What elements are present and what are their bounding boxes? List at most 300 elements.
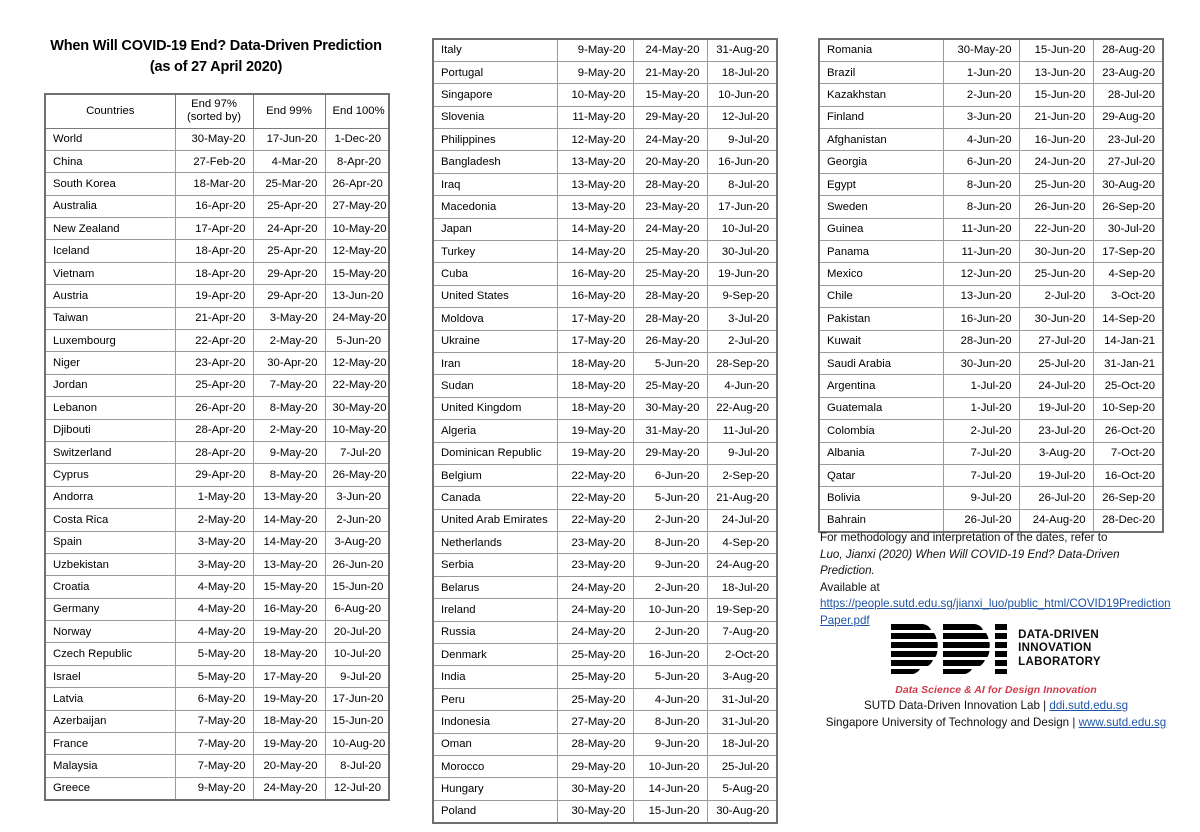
end-99-cell: 15-May-20 bbox=[253, 576, 325, 598]
end-100-cell: 10-May-20 bbox=[325, 419, 389, 441]
table-row bbox=[819, 129, 1163, 151]
country-cell: Denmark bbox=[433, 644, 557, 666]
end-100-cell: 6-Aug-20 bbox=[325, 598, 389, 620]
end-100-cell: 25-Jul-20 bbox=[707, 756, 777, 778]
country-cell: Japan bbox=[433, 218, 557, 240]
end-97-cell: 4-May-20 bbox=[175, 576, 253, 598]
end-99-cell: 14-May-20 bbox=[253, 531, 325, 553]
end-97-cell: 9-Jul-20 bbox=[943, 487, 1019, 509]
end-99-cell: 19-Jul-20 bbox=[1019, 397, 1093, 419]
end-100-cell: 7-Aug-20 bbox=[707, 621, 777, 643]
table-row bbox=[819, 84, 1163, 106]
end-99-cell: 6-Jun-20 bbox=[633, 464, 707, 486]
country-cell: Guatemala bbox=[819, 397, 943, 419]
note-citation: Luo, Jianxi (2020) When Will COVID-19 End? Data-Driven Prediction. bbox=[820, 547, 1120, 577]
end-99-cell: 4-Jun-20 bbox=[633, 688, 707, 710]
end-100-cell: 26-Jun-20 bbox=[325, 553, 389, 575]
end-97-cell: 5-May-20 bbox=[175, 665, 253, 687]
country-cell: Czech Republic bbox=[45, 643, 175, 665]
table-row bbox=[45, 262, 389, 284]
end-100-cell: 12-Jul-20 bbox=[707, 106, 777, 128]
table-row bbox=[819, 39, 1163, 61]
end-100-cell: 3-Jun-20 bbox=[325, 486, 389, 508]
ddi-word-2: INNOVATION bbox=[1018, 642, 1092, 655]
end-100-cell: 12-Jul-20 bbox=[325, 777, 389, 799]
table-row bbox=[433, 218, 777, 240]
end-97-cell: 19-May-20 bbox=[557, 420, 633, 442]
country-cell: Bahrain bbox=[819, 509, 943, 531]
table-row bbox=[45, 173, 389, 195]
table-row bbox=[45, 128, 389, 150]
end-99-cell: 26-May-20 bbox=[633, 330, 707, 352]
end-99-cell: 13-May-20 bbox=[253, 486, 325, 508]
country-cell: Indonesia bbox=[433, 711, 557, 733]
table-row bbox=[819, 263, 1163, 285]
end-99-cell: 25-Apr-20 bbox=[253, 195, 325, 217]
end-97-cell: 28-Apr-20 bbox=[175, 441, 253, 463]
end-100-cell: 10-Jun-20 bbox=[707, 84, 777, 106]
country-cell: Pakistan bbox=[819, 308, 943, 330]
end-97-cell: 28-May-20 bbox=[557, 733, 633, 755]
end-100-cell: 4-Jun-20 bbox=[707, 375, 777, 397]
table-row bbox=[45, 643, 389, 665]
table-row bbox=[819, 464, 1163, 486]
ddi-logo-row bbox=[891, 624, 1101, 674]
end-99-cell: 19-May-20 bbox=[253, 688, 325, 710]
page-footer bbox=[820, 697, 1172, 731]
end-99-cell: 5-Jun-20 bbox=[633, 352, 707, 374]
end-99-cell: 3-May-20 bbox=[253, 307, 325, 329]
footer-line-1-text: SUTD Data-Driven Innovation Lab | bbox=[863, 699, 1050, 712]
sutd-site-link[interactable]: www.sutd.edu.sg bbox=[1078, 716, 1167, 729]
country-cell: Colombia bbox=[819, 420, 943, 442]
end-100-cell: 15-May-20 bbox=[325, 262, 389, 284]
end-100-cell: 5-Aug-20 bbox=[707, 778, 777, 800]
end-100-cell: 26-Apr-20 bbox=[325, 173, 389, 195]
end-99-cell: 28-May-20 bbox=[633, 173, 707, 195]
end-100-cell: 19-Sep-20 bbox=[707, 599, 777, 621]
end-100-cell: 3-Aug-20 bbox=[325, 531, 389, 553]
end-100-cell: 11-Jul-20 bbox=[707, 420, 777, 442]
end-100-cell: 14-Jan-21 bbox=[1093, 330, 1163, 352]
end-99-cell: 28-May-20 bbox=[633, 308, 707, 330]
prediction-table-3 bbox=[818, 38, 1164, 533]
country-cell: Costa Rica bbox=[45, 509, 175, 531]
end-97-cell: 27-May-20 bbox=[557, 711, 633, 733]
table-row bbox=[45, 486, 389, 508]
end-100-cell: 30-May-20 bbox=[325, 397, 389, 419]
end-99-cell: 23-Jul-20 bbox=[1019, 420, 1093, 442]
header-countries: Countries bbox=[45, 94, 175, 128]
table-row bbox=[433, 375, 777, 397]
table-row bbox=[819, 106, 1163, 128]
table-row bbox=[45, 330, 389, 352]
table-row bbox=[45, 777, 389, 799]
end-100-cell: 28-Dec-20 bbox=[1093, 509, 1163, 531]
end-100-cell: 16-Jun-20 bbox=[707, 151, 777, 173]
end-100-cell: 23-Aug-20 bbox=[1093, 61, 1163, 83]
end-97-cell: 9-May-20 bbox=[557, 39, 633, 61]
country-cell: Iceland bbox=[45, 240, 175, 262]
country-cell: Switzerland bbox=[45, 441, 175, 463]
end-100-cell: 10-Aug-20 bbox=[325, 733, 389, 755]
end-100-cell: 28-Aug-20 bbox=[1093, 39, 1163, 61]
ddi-word-3: LABORATORY bbox=[1018, 655, 1101, 668]
country-cell: Djibouti bbox=[45, 419, 175, 441]
end-99-cell: 21-May-20 bbox=[633, 61, 707, 83]
country-cell: Ukraine bbox=[433, 330, 557, 352]
end-100-cell: 22-Aug-20 bbox=[707, 397, 777, 419]
end-97-cell: 1-Jun-20 bbox=[943, 61, 1019, 83]
end-100-cell: 10-Jul-20 bbox=[325, 643, 389, 665]
country-cell: Moldova bbox=[433, 308, 557, 330]
country-cell: Luxembourg bbox=[45, 330, 175, 352]
end-100-cell: 3-Oct-20 bbox=[1093, 285, 1163, 307]
end-100-cell: 2-Jul-20 bbox=[707, 330, 777, 352]
country-cell: Egypt bbox=[819, 173, 943, 195]
country-cell: Argentina bbox=[819, 375, 943, 397]
end-99-cell: 7-May-20 bbox=[253, 374, 325, 396]
end-97-cell: 4-May-20 bbox=[175, 621, 253, 643]
end-99-cell: 30-May-20 bbox=[633, 397, 707, 419]
end-100-cell: 2-Jun-20 bbox=[325, 509, 389, 531]
end-97-cell: 25-May-20 bbox=[557, 688, 633, 710]
end-100-cell: 24-May-20 bbox=[325, 307, 389, 329]
end-99-cell: 17-Jun-20 bbox=[253, 128, 325, 150]
table-row bbox=[45, 688, 389, 710]
end-97-cell: 26-Apr-20 bbox=[175, 397, 253, 419]
end-99-cell: 25-Jun-20 bbox=[1019, 263, 1093, 285]
note-line-1: For methodology and interpretation of the dates, refer to bbox=[820, 531, 1108, 544]
end-100-cell: 3-Jul-20 bbox=[707, 308, 777, 330]
prediction-table-2 bbox=[432, 38, 778, 824]
table-row bbox=[45, 509, 389, 531]
end-99-cell: 8-May-20 bbox=[253, 464, 325, 486]
end-100-cell: 16-Oct-20 bbox=[1093, 464, 1163, 486]
country-cell: Latvia bbox=[45, 688, 175, 710]
end-97-cell: 25-Apr-20 bbox=[175, 374, 253, 396]
country-cell: Slovenia bbox=[433, 106, 557, 128]
country-cell: Finland bbox=[819, 106, 943, 128]
end-99-cell: 2-Jul-20 bbox=[1019, 285, 1093, 307]
table-row bbox=[433, 330, 777, 352]
end-99-cell: 30-Apr-20 bbox=[253, 352, 325, 374]
table-row bbox=[819, 285, 1163, 307]
end-99-cell: 24-Jul-20 bbox=[1019, 375, 1093, 397]
table-row bbox=[433, 800, 777, 822]
country-cell: Brazil bbox=[819, 61, 943, 83]
end-99-cell: 19-May-20 bbox=[253, 621, 325, 643]
end-97-cell: 1-May-20 bbox=[175, 486, 253, 508]
country-cell: France bbox=[45, 733, 175, 755]
end-97-cell: 19-Apr-20 bbox=[175, 285, 253, 307]
end-100-cell: 12-May-20 bbox=[325, 352, 389, 374]
methodology-note bbox=[820, 530, 1172, 629]
country-cell: Norway bbox=[45, 621, 175, 643]
end-97-cell: 24-May-20 bbox=[557, 576, 633, 598]
end-99-cell: 20-May-20 bbox=[633, 151, 707, 173]
end-97-cell: 28-Jun-20 bbox=[943, 330, 1019, 352]
table-row bbox=[433, 196, 777, 218]
end-97-cell: 16-Jun-20 bbox=[943, 308, 1019, 330]
end-99-cell: 15-Jun-20 bbox=[1019, 84, 1093, 106]
end-97-cell: 7-Jul-20 bbox=[943, 464, 1019, 486]
table-row bbox=[433, 397, 777, 419]
table-row bbox=[433, 84, 777, 106]
table-row bbox=[819, 397, 1163, 419]
country-cell: Russia bbox=[433, 621, 557, 643]
end-100-cell: 31-Jul-20 bbox=[707, 688, 777, 710]
end-97-cell: 11-Jun-20 bbox=[943, 241, 1019, 263]
end-99-cell: 2-Jun-20 bbox=[633, 621, 707, 643]
end-99-cell: 31-May-20 bbox=[633, 420, 707, 442]
table-row bbox=[45, 531, 389, 553]
table-row bbox=[45, 665, 389, 687]
end-97-cell: 18-May-20 bbox=[557, 397, 633, 419]
footer-line-2-text: Singapore University of Technology and Design | bbox=[825, 716, 1079, 729]
country-cell: Hungary bbox=[433, 778, 557, 800]
country-cell: Philippines bbox=[433, 129, 557, 151]
country-cell: Macedonia bbox=[433, 196, 557, 218]
end-99-cell: 30-Jun-20 bbox=[1019, 308, 1093, 330]
country-cell: Canada bbox=[433, 487, 557, 509]
end-97-cell: 29-Apr-20 bbox=[175, 464, 253, 486]
end-100-cell: 22-May-20 bbox=[325, 374, 389, 396]
end-99-cell: 18-May-20 bbox=[253, 710, 325, 732]
table-row bbox=[819, 218, 1163, 240]
table-row bbox=[819, 196, 1163, 218]
ddi-site-link[interactable]: ddi.sutd.edu.sg bbox=[1049, 699, 1129, 712]
country-cell: Ireland bbox=[433, 599, 557, 621]
country-cell: Jordan bbox=[45, 374, 175, 396]
ddi-word-1: DATA-DRIVEN bbox=[1018, 628, 1099, 641]
end-100-cell: 3-Aug-20 bbox=[707, 666, 777, 688]
table-row bbox=[433, 263, 777, 285]
country-cell: Cuba bbox=[433, 263, 557, 285]
end-97-cell: 2-May-20 bbox=[175, 509, 253, 531]
ddi-tagline: Data Science & AI for Design Innovation bbox=[895, 685, 1097, 696]
end-99-cell: 16-Jun-20 bbox=[1019, 129, 1093, 151]
end-99-cell: 9-Jun-20 bbox=[633, 733, 707, 755]
end-97-cell: 3-Jun-20 bbox=[943, 106, 1019, 128]
end-99-cell: 10-Jun-20 bbox=[633, 599, 707, 621]
table-row bbox=[45, 576, 389, 598]
end-97-cell: 30-May-20 bbox=[557, 778, 633, 800]
country-cell: Niger bbox=[45, 352, 175, 374]
country-cell: Netherlands bbox=[433, 532, 557, 554]
end-100-cell: 25-Oct-20 bbox=[1093, 375, 1163, 397]
table-row bbox=[433, 532, 777, 554]
country-cell: Albania bbox=[819, 442, 943, 464]
end-99-cell: 14-May-20 bbox=[253, 509, 325, 531]
end-100-cell: 8-Jul-20 bbox=[325, 755, 389, 777]
country-cell: Chile bbox=[819, 285, 943, 307]
end-99-cell: 2-Jun-20 bbox=[633, 576, 707, 598]
table-row bbox=[819, 420, 1163, 442]
end-100-cell: 8-Jul-20 bbox=[707, 173, 777, 195]
end-99-cell: 23-May-20 bbox=[633, 196, 707, 218]
end-99-cell: 16-May-20 bbox=[253, 598, 325, 620]
end-97-cell: 19-May-20 bbox=[557, 442, 633, 464]
end-99-cell: 25-May-20 bbox=[633, 375, 707, 397]
end-100-cell: 14-Sep-20 bbox=[1093, 308, 1163, 330]
end-97-cell: 4-Jun-20 bbox=[943, 129, 1019, 151]
end-100-cell: 28-Jul-20 bbox=[1093, 84, 1163, 106]
end-99-cell: 15-May-20 bbox=[633, 84, 707, 106]
end-99-cell: 13-May-20 bbox=[253, 553, 325, 575]
end-97-cell: 4-May-20 bbox=[175, 598, 253, 620]
end-100-cell: 10-Jul-20 bbox=[707, 218, 777, 240]
country-cell: Lebanon bbox=[45, 397, 175, 419]
country-cell: Oman bbox=[433, 733, 557, 755]
country-cell: India bbox=[433, 666, 557, 688]
end-97-cell: 13-May-20 bbox=[557, 151, 633, 173]
country-cell: Sweden bbox=[819, 196, 943, 218]
end-97-cell: 11-Jun-20 bbox=[943, 218, 1019, 240]
end-97-cell: 30-Jun-20 bbox=[943, 352, 1019, 374]
end-97-cell: 3-May-20 bbox=[175, 553, 253, 575]
country-cell: Iran bbox=[433, 352, 557, 374]
table-row bbox=[433, 554, 777, 576]
table-row bbox=[819, 241, 1163, 263]
end-99-cell: 18-May-20 bbox=[253, 643, 325, 665]
end-97-cell: 28-Apr-20 bbox=[175, 419, 253, 441]
country-cell: Cyprus bbox=[45, 464, 175, 486]
ddi-logo-wordmark bbox=[1018, 629, 1101, 670]
end-99-cell: 2-May-20 bbox=[253, 419, 325, 441]
end-100-cell: 1-Dec-20 bbox=[325, 128, 389, 150]
end-97-cell: 2-Jul-20 bbox=[943, 420, 1019, 442]
table-row bbox=[433, 464, 777, 486]
end-99-cell: 8-May-20 bbox=[253, 397, 325, 419]
country-cell: China bbox=[45, 150, 175, 172]
end-100-cell: 29-Aug-20 bbox=[1093, 106, 1163, 128]
end-97-cell: 14-May-20 bbox=[557, 218, 633, 240]
table-row bbox=[819, 330, 1163, 352]
end-99-cell: 25-May-20 bbox=[633, 241, 707, 263]
end-97-cell: 22-May-20 bbox=[557, 487, 633, 509]
page-title-line1: When Will COVID-19 End? Data-Driven Prediction bbox=[50, 38, 382, 54]
table-row bbox=[433, 308, 777, 330]
country-cell: Andorra bbox=[45, 486, 175, 508]
country-cell: Iraq bbox=[433, 173, 557, 195]
table-row bbox=[819, 151, 1163, 173]
end-97-cell: 1-Jul-20 bbox=[943, 397, 1019, 419]
country-cell: Romania bbox=[819, 39, 943, 61]
end-100-cell: 19-Jun-20 bbox=[707, 263, 777, 285]
end-97-cell: 9-May-20 bbox=[175, 777, 253, 799]
footer-line-2 bbox=[820, 714, 1172, 731]
end-97-cell: 8-Jun-20 bbox=[943, 196, 1019, 218]
end-99-cell: 29-Apr-20 bbox=[253, 285, 325, 307]
note-line-3: Available at bbox=[820, 580, 880, 594]
end-97-cell: 22-Apr-20 bbox=[175, 330, 253, 352]
country-cell: Bolivia bbox=[819, 487, 943, 509]
table-row bbox=[45, 755, 389, 777]
country-cell: Malaysia bbox=[45, 755, 175, 777]
country-cell: Belarus bbox=[433, 576, 557, 598]
table-row bbox=[433, 621, 777, 643]
end-99-cell: 24-Jun-20 bbox=[1019, 151, 1093, 173]
end-100-cell: 2-Oct-20 bbox=[707, 644, 777, 666]
table-row bbox=[433, 106, 777, 128]
end-97-cell: 22-May-20 bbox=[557, 464, 633, 486]
table-row bbox=[45, 195, 389, 217]
end-100-cell: 9-Jul-20 bbox=[707, 129, 777, 151]
end-97-cell: 23-May-20 bbox=[557, 532, 633, 554]
end-97-cell: 6-Jun-20 bbox=[943, 151, 1019, 173]
end-100-cell: 18-Jul-20 bbox=[707, 576, 777, 598]
country-cell: Turkey bbox=[433, 241, 557, 263]
country-cell: World bbox=[45, 128, 175, 150]
end-100-cell: 5-Jun-20 bbox=[325, 330, 389, 352]
table-row bbox=[433, 173, 777, 195]
end-99-cell: 8-Jun-20 bbox=[633, 532, 707, 554]
country-cell: Afghanistan bbox=[819, 129, 943, 151]
country-cell: Kazakhstan bbox=[819, 84, 943, 106]
table-row bbox=[45, 307, 389, 329]
table-row bbox=[433, 688, 777, 710]
end-97-cell: 18-Apr-20 bbox=[175, 262, 253, 284]
end-97-cell: 18-Apr-20 bbox=[175, 240, 253, 262]
end-99-cell: 24-May-20 bbox=[633, 218, 707, 240]
end-99-cell: 3-Aug-20 bbox=[1019, 442, 1093, 464]
prediction-table-1 bbox=[44, 93, 390, 801]
end-99-cell: 24-Apr-20 bbox=[253, 218, 325, 240]
end-100-cell: 13-Jun-20 bbox=[325, 285, 389, 307]
end-100-cell: 10-May-20 bbox=[325, 218, 389, 240]
end-97-cell: 2-Jun-20 bbox=[943, 84, 1019, 106]
end-100-cell: 9-Jul-20 bbox=[325, 665, 389, 687]
end-97-cell: 14-May-20 bbox=[557, 241, 633, 263]
end-100-cell: 30-Aug-20 bbox=[707, 800, 777, 822]
table-row bbox=[45, 285, 389, 307]
table-row bbox=[819, 487, 1163, 509]
header-end-100: End 100% bbox=[325, 94, 389, 128]
country-cell: Dominican Republic bbox=[433, 442, 557, 464]
end-97-cell: 9-May-20 bbox=[557, 61, 633, 83]
end-100-cell: 26-May-20 bbox=[325, 464, 389, 486]
end-100-cell: 27-May-20 bbox=[325, 195, 389, 217]
end-97-cell: 10-May-20 bbox=[557, 84, 633, 106]
table-row bbox=[45, 733, 389, 755]
end-97-cell: 26-Jul-20 bbox=[943, 509, 1019, 531]
end-97-cell: 24-May-20 bbox=[557, 599, 633, 621]
table-row bbox=[45, 710, 389, 732]
end-97-cell: 12-May-20 bbox=[557, 129, 633, 151]
end-100-cell: 9-Jul-20 bbox=[707, 442, 777, 464]
end-99-cell: 10-Jun-20 bbox=[633, 756, 707, 778]
table-row bbox=[819, 375, 1163, 397]
table-row bbox=[433, 151, 777, 173]
table-row bbox=[45, 352, 389, 374]
end-99-cell: 29-May-20 bbox=[633, 442, 707, 464]
end-100-cell: 7-Jul-20 bbox=[325, 441, 389, 463]
table-row bbox=[819, 61, 1163, 83]
paper-url-link[interactable]: https://people.sutd.edu.sg/jianxi_luo/public_html/COVID19PredictionPaper.pdf bbox=[820, 597, 1171, 627]
country-cell: New Zealand bbox=[45, 218, 175, 240]
end-99-cell: 19-May-20 bbox=[253, 733, 325, 755]
end-97-cell: 13-May-20 bbox=[557, 173, 633, 195]
end-99-cell: 2-May-20 bbox=[253, 330, 325, 352]
end-100-cell: 15-Jun-20 bbox=[325, 576, 389, 598]
country-cell: South Korea bbox=[45, 173, 175, 195]
country-cell: Croatia bbox=[45, 576, 175, 598]
end-97-cell: 7-May-20 bbox=[175, 710, 253, 732]
end-99-cell: 25-Jun-20 bbox=[1019, 173, 1093, 195]
end-99-cell: 29-Apr-20 bbox=[253, 262, 325, 284]
end-99-cell: 22-Jun-20 bbox=[1019, 218, 1093, 240]
